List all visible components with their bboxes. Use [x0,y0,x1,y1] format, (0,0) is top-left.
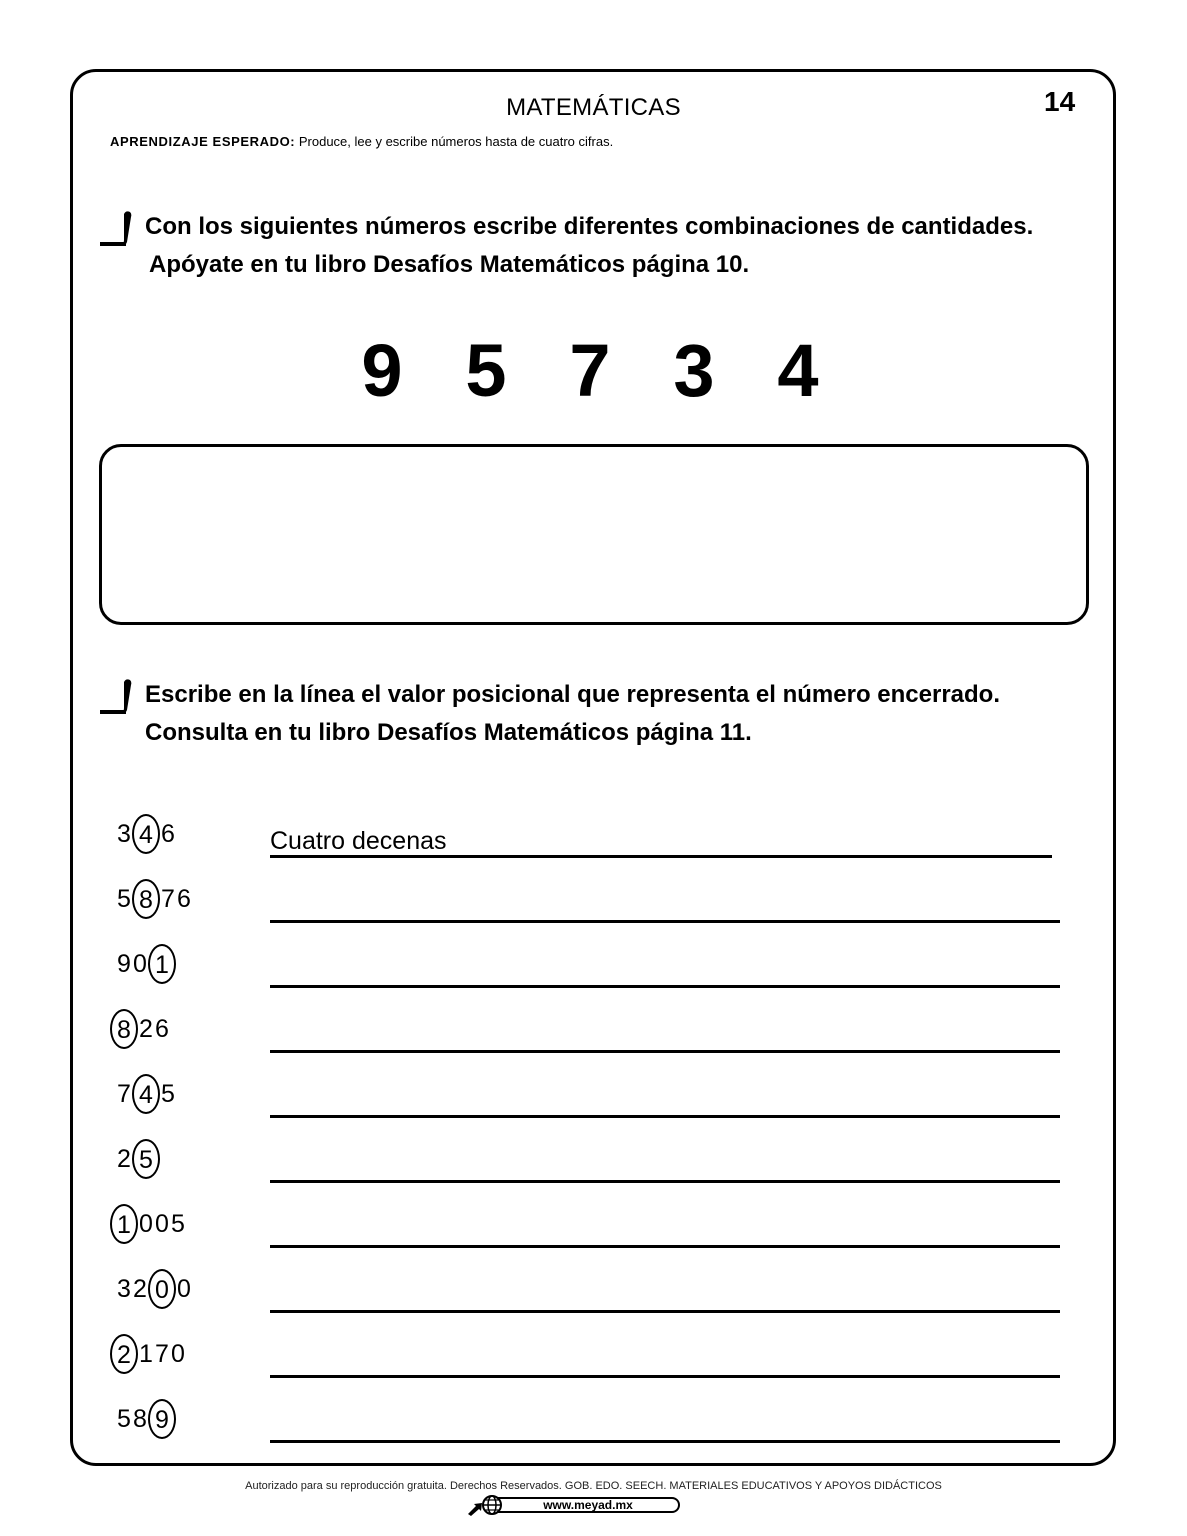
objective-label: APRENDIZAJE ESPERADO: [110,134,296,149]
page-title: MATEMÁTICAS [506,94,681,121]
circled-digit: 1 [148,944,176,984]
digit: 5 [161,1079,175,1108]
place-value-row [110,808,1060,858]
digit: 3 [673,328,715,412]
digit: 2 [139,1014,153,1043]
footer-copyright: Autorizado para su reproducción gratuita. Derechos Reservados. GOB. EDO. SEECH. MATERIALES EDUCATIVOS Y APOYOS DIDÁCTICOS [245,1480,942,1492]
number-with-circled-digit [116,944,176,984]
answer-line[interactable] [270,1050,1060,1053]
digit: 4 [777,328,819,412]
page-number: 14 [1044,86,1076,117]
place-value-row [110,1003,1060,1053]
exercise-2-line-1: Escribe en la línea el valor posicional que representa el número encerrado. [145,681,1000,708]
digit: 5 [171,1209,185,1238]
answer-line[interactable] [270,1375,1060,1378]
circled-digit: 8 [110,1009,138,1049]
digit: 5 [117,1404,131,1433]
digit: 0 [177,1274,191,1303]
circled-digit: 0 [148,1269,176,1309]
digit: 9 [117,949,131,978]
answer-line[interactable] [270,920,1060,923]
digit: 0 [171,1339,185,1368]
circled-digit: 4 [132,814,160,854]
digit: 9 [361,328,403,412]
circled-digit: 9 [148,1399,176,1439]
digit: 7 [569,328,611,412]
pencil-icon [98,678,138,718]
digit: 0 [133,949,147,978]
number-with-circled-digit [116,1139,160,1179]
digit: 1 [139,1339,153,1368]
digit: 2 [133,1274,147,1303]
digit: 2 [117,1144,131,1173]
digit: 7 [161,884,175,913]
place-value-row [110,1133,1060,1183]
exercise-2-instruction [98,676,1000,752]
digit: 7 [155,1339,169,1368]
exercise-1-line-2: Apóyate en tu libro Desafíos Matemáticos página 10. [149,251,750,278]
objective-text: Produce, lee y escribe números hasta de cuatro cifras. [295,134,614,149]
digit: 5 [465,328,507,412]
digit: 5 [117,884,131,913]
digit-set [330,320,850,420]
place-value-row [110,1263,1060,1313]
digit: 6 [161,819,175,848]
digit: 0 [155,1209,169,1238]
exercise-1-instruction [98,208,1033,284]
circled-digit: 1 [110,1204,138,1244]
answer-line[interactable] [270,1245,1060,1248]
place-value-row [110,1068,1060,1118]
digit: 3 [117,819,131,848]
answer-line[interactable] [270,1180,1060,1183]
circled-digit: 8 [132,879,160,919]
answer-line[interactable] [270,1440,1060,1443]
answer-line[interactable] [270,985,1060,988]
number-with-circled-digit [110,1334,186,1374]
circled-digit: 2 [110,1334,138,1374]
answer-line[interactable] [270,1310,1060,1313]
digit: 8 [133,1404,147,1433]
place-value-row [110,1328,1060,1378]
number-with-circled-digit [116,879,192,919]
circled-digit: 5 [132,1139,160,1179]
number-with-circled-digit [116,1399,176,1439]
number-with-circled-digit [110,1009,170,1049]
digit: 6 [177,884,191,913]
digit: 3 [117,1274,131,1303]
answer-text[interactable]: Cuatro decenas [270,827,447,855]
number-with-circled-digit [116,1269,192,1309]
circled-digit: 4 [132,1074,160,1114]
digit: 0 [139,1209,153,1238]
website-url[interactable]: www.meyad.mx [498,1497,680,1513]
pencil-icon [98,210,138,250]
digit: 7 [117,1079,131,1108]
place-value-row [110,938,1060,988]
website-link[interactable] [466,1495,680,1515]
exercise-2-line-2: Consulta en tu libro Desafíos Matemáticos página 11. [145,719,752,746]
place-value-row [110,873,1060,923]
place-value-row [110,1198,1060,1248]
number-with-circled-digit [110,1204,186,1244]
place-value-row [110,1393,1060,1443]
exercise-1-line-1: Con los siguientes números escribe diferentes combinaciones de cantidades. [145,213,1034,240]
combinations-answer-box[interactable] [99,444,1089,625]
answer-line[interactable] [270,1115,1060,1118]
learning-objective [110,134,613,149]
number-with-circled-digit [116,1074,176,1114]
digit: 6 [155,1014,169,1043]
number-with-circled-digit [116,814,176,854]
